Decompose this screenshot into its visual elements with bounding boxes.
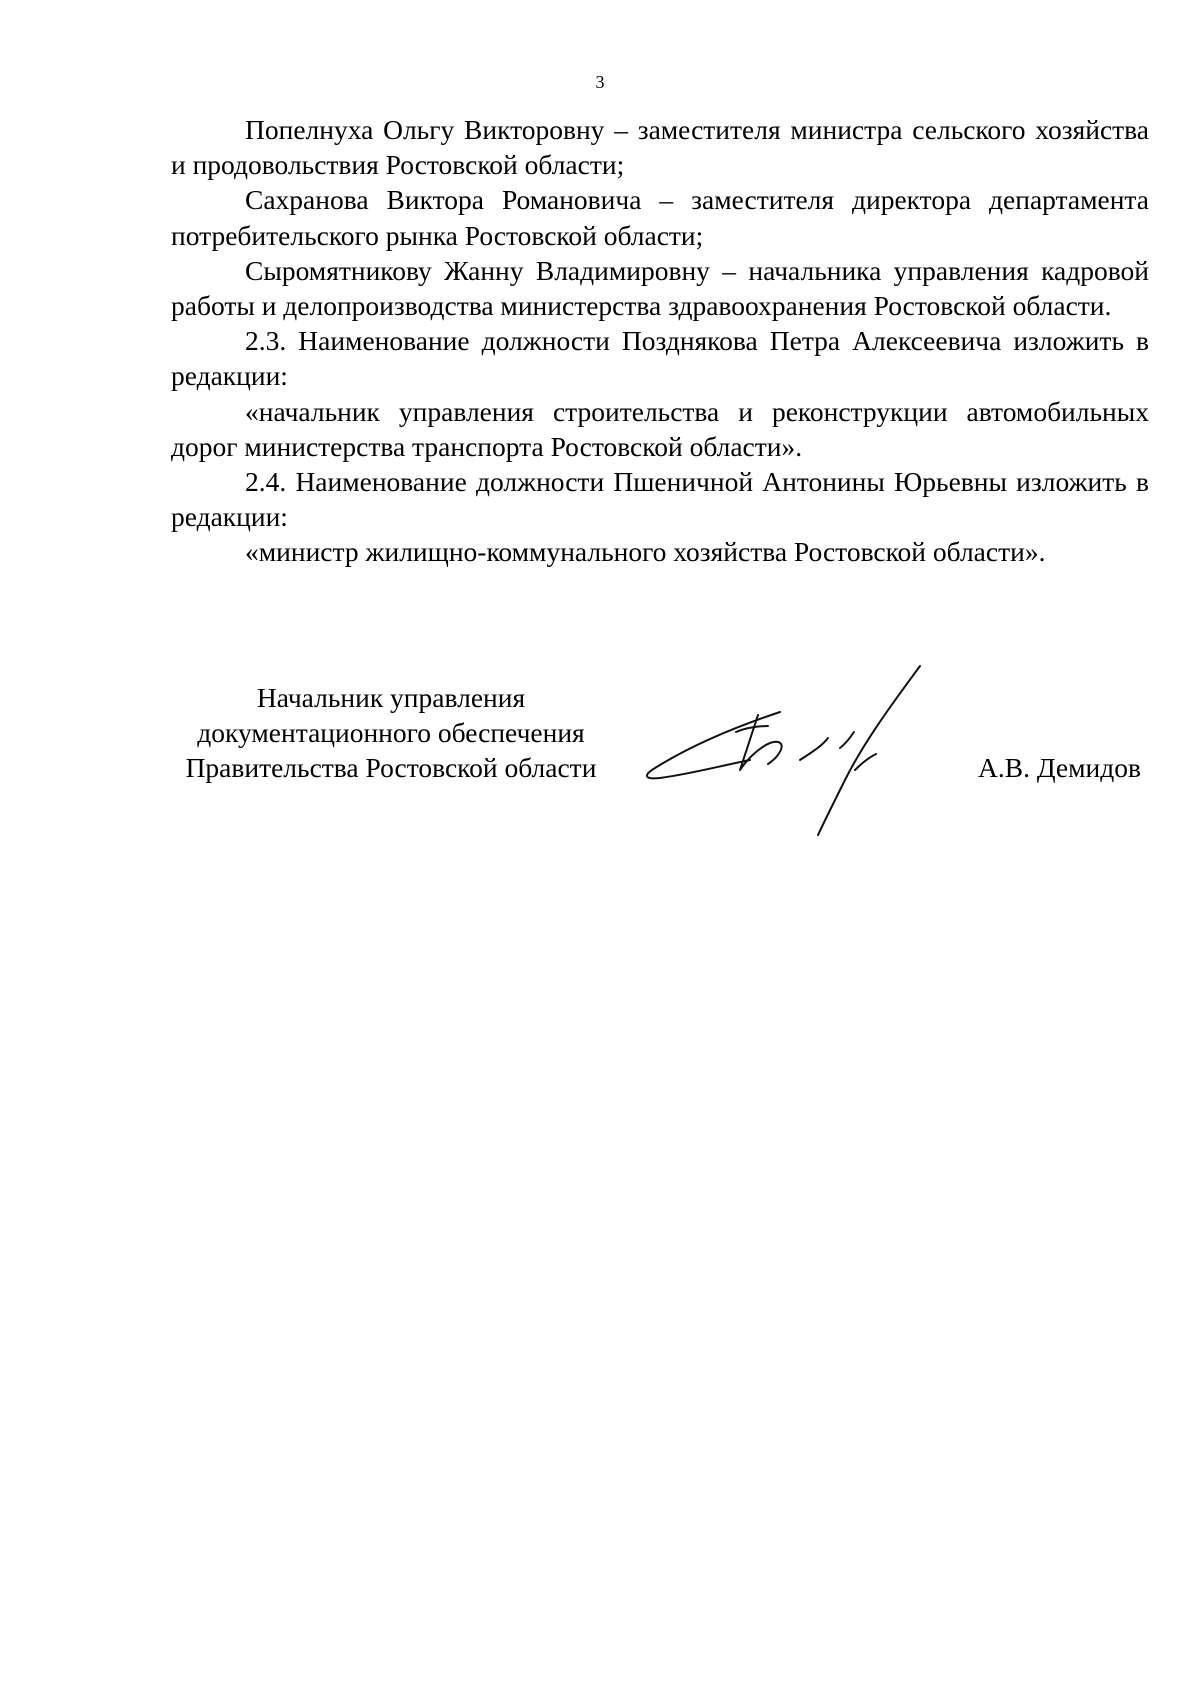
paragraph-sakhranov: Сахранова Виктора Романовича – заместителя директора департамента потребительского рынка Ростовской области;	[171, 184, 1149, 251]
page-number: 3	[595, 72, 605, 92]
signatory-title-line: документационного обеспечения	[197, 717, 585, 748]
signatory-title-line: Правительства Ростовской области	[185, 752, 597, 783]
paragraph-quote-pshenichnaya: «министр жилищно-коммунального хозяйства Ростовской области».	[245, 536, 1046, 568]
paragraph-quote-pozdnyakov: «начальник управления строительства и реконструкции автомобильных дорог министерства транспорта Ростовской области».	[171, 395, 1149, 462]
paragraph-poplenukha: Попелнуха Ольгу Викторовну – заместителя министра сельского хозяйства и продовольствия Ростовской области;	[171, 114, 1149, 181]
signatory-title	[171, 680, 611, 785]
paragraph-syromyatnikova: Сыромятникову Жанну Владимировну – начальника управления кадровой работы и делопроизводства министерства здравоохранения Ростовской области.	[171, 254, 1149, 322]
paragraph-item-2-4: 2.4. Наименование должности Пшеничной Антонины Юрьевны изложить в редакции:	[171, 466, 1149, 533]
signatory-title-line: Начальник управления	[256, 682, 526, 713]
paragraph-item-2-3: 2.3. Наименование должности Позднякова Петра Алексеевича изложить в редакции:	[171, 325, 1149, 392]
document-body	[171, 112, 1149, 570]
handwritten-signature	[640, 660, 940, 840]
signatory-name: А.В. Демидов	[978, 752, 1141, 783]
